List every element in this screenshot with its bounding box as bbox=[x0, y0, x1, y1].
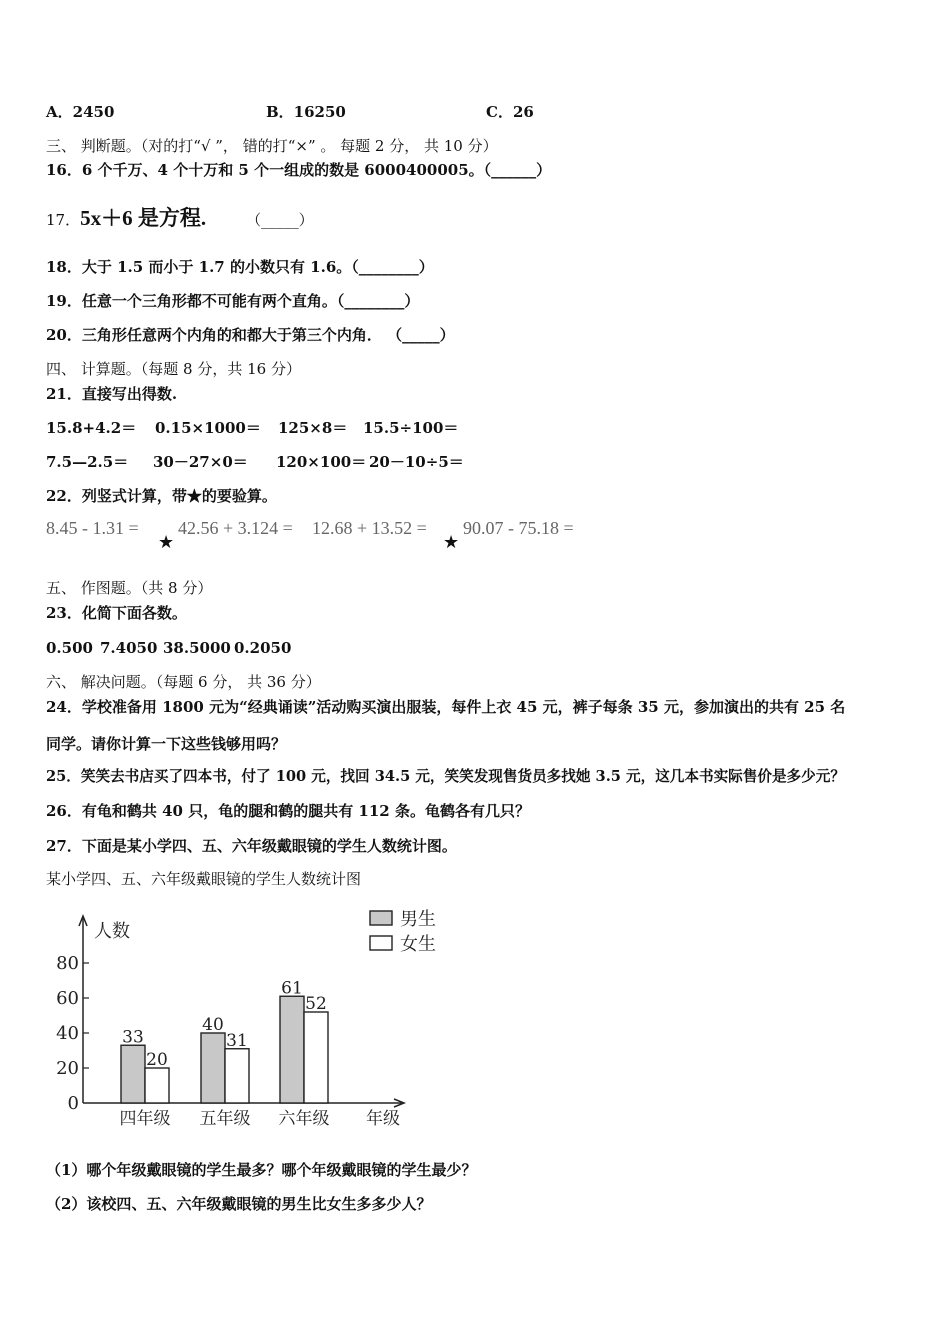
question-27: 27．下面是某小学四、五、六年级戴眼镜的学生人数统计图。 bbox=[46, 837, 457, 855]
bar-boys bbox=[280, 996, 304, 1103]
star-icon: ★ bbox=[443, 532, 460, 553]
legend-label: 男生 bbox=[400, 909, 436, 930]
calc-item: 30－27×0＝ bbox=[153, 453, 248, 471]
simplify-item: 0.500 bbox=[46, 639, 93, 657]
question-24-line-2: 同学。请你计算一下这些钱够用吗？ bbox=[46, 735, 287, 753]
vertical-calc: 90.07 - 75.18 = bbox=[463, 518, 574, 538]
section-5-heading: 五、 作图题。（共 8 分） bbox=[46, 579, 213, 597]
question-25: 25．笑笑去书店买了四本书，付了 100 元，找回 34.5 元，笑笑发现售货员多找她 3.5 元，这几本书实际售价是多少元？ bbox=[46, 768, 845, 785]
bar-boys bbox=[121, 1045, 145, 1103]
vertical-calc: 8.45 - 1.31 = bbox=[46, 518, 139, 538]
y-tick-label: 0 bbox=[67, 1093, 79, 1114]
question-24-line-1: 24．学校准备用 1800 元为“经典诵读”活动购买演出服装，每件上衣 45 元，裤子每条 35 元，参加演出的共有 25 名 bbox=[46, 698, 846, 716]
calc-item: 20－10÷5＝ bbox=[369, 453, 464, 471]
data-label: 52 bbox=[305, 994, 327, 1014]
sub-question-2: （2）该校四、五、六年级戴眼镜的男生比女生多多少人？ bbox=[46, 1195, 432, 1213]
simplify-item: 38.5000 bbox=[163, 639, 231, 657]
x-tick-label: 四年级 bbox=[119, 1109, 171, 1129]
data-label: 33 bbox=[122, 1027, 144, 1048]
data-label: 40 bbox=[202, 1015, 224, 1035]
calc-item: 125×8＝ bbox=[278, 419, 348, 437]
section-3-heading: 三、 判断题。（对的打“√ ”， 错的打“×” 。 每题 2 分， 共 10 分） bbox=[46, 137, 498, 155]
option-a: A．2450 bbox=[46, 103, 115, 121]
chart-caption: 某小学四、五、六年级戴眼镜的学生人数统计图 bbox=[46, 870, 362, 888]
bar-chart bbox=[40, 900, 460, 1140]
simplify-item: 7.4050 bbox=[100, 639, 158, 657]
bar-girls bbox=[145, 1068, 169, 1103]
question-20: 20．三角形任意两个内角的和都大于第三个内角． （_____） bbox=[46, 326, 455, 344]
y-tick-label: 20 bbox=[56, 1058, 79, 1079]
option-b: B．16250 bbox=[266, 103, 346, 121]
calc-item: 0.15×1000＝ bbox=[155, 419, 261, 437]
x-tick-label: 六年级 bbox=[278, 1109, 330, 1129]
question-17-blank: （_____） bbox=[246, 211, 314, 229]
vertical-calc: 42.56 + 3.124 = bbox=[178, 518, 293, 538]
section-4-heading: 四、 计算题。（每题 8 分，共 16 分） bbox=[46, 360, 301, 378]
vertical-calc: 12.68 + 13.52 = bbox=[312, 518, 427, 538]
y-tick-label: 40 bbox=[56, 1023, 79, 1044]
bar-boys bbox=[201, 1033, 225, 1103]
question-17-number: 17． bbox=[46, 211, 81, 229]
question-18: 18．大于 1.5 而小于 1.7 的小数只有 1.6。（________） bbox=[46, 258, 434, 276]
legend-swatch bbox=[370, 936, 392, 950]
question-17 bbox=[46, 205, 314, 233]
data-label: 20 bbox=[146, 1050, 168, 1070]
data-label: 31 bbox=[226, 1030, 248, 1051]
sub-question-1: （1）哪个年级戴眼镜的学生最多？哪个年级戴眼镜的学生最少？ bbox=[46, 1161, 477, 1179]
y-tick-label: 60 bbox=[56, 988, 79, 1009]
question-16: 16．6 个千万、4 个十万和 5 个一组成的数是 6000400005。（______） bbox=[46, 161, 552, 179]
legend-label: 女生 bbox=[400, 934, 436, 955]
question-22: 22．列竖式计算，带★的要验算。 bbox=[46, 487, 277, 505]
simplify-item: 0.2050 bbox=[234, 639, 292, 657]
x-axis-label: 年级 bbox=[366, 1109, 400, 1129]
x-tick-label: 五年级 bbox=[199, 1109, 251, 1129]
question-17-text: 5x＋6 是方程. bbox=[80, 206, 207, 230]
data-label: 61 bbox=[281, 978, 303, 999]
calc-item: 7.5—2.5＝ bbox=[46, 453, 129, 471]
y-axis-label: 人数 bbox=[94, 921, 130, 942]
question-19: 19．任意一个三角形都不可能有两个直角。（________） bbox=[46, 292, 420, 310]
option-c: C．26 bbox=[486, 103, 534, 121]
question-26: 26．有龟和鹤共 40 只，龟的腿和鹤的腿共有 112 条。龟鹤各有几只？ bbox=[46, 802, 530, 820]
legend-swatch bbox=[370, 911, 392, 925]
y-tick-label: 80 bbox=[56, 953, 79, 974]
calc-item: 15.5÷100＝ bbox=[363, 419, 459, 437]
bar-girls bbox=[225, 1049, 249, 1103]
star-icon: ★ bbox=[158, 532, 175, 553]
calc-item: 15.8+4.2＝ bbox=[46, 419, 137, 437]
question-23: 23．化简下面各数。 bbox=[46, 604, 187, 622]
section-6-heading: 六、 解决问题。（每题 6 分， 共 36 分） bbox=[46, 673, 321, 691]
bar-girls bbox=[304, 1012, 328, 1103]
calc-item: 120×100＝ bbox=[276, 453, 367, 471]
question-21: 21．直接写出得数. bbox=[46, 385, 178, 403]
